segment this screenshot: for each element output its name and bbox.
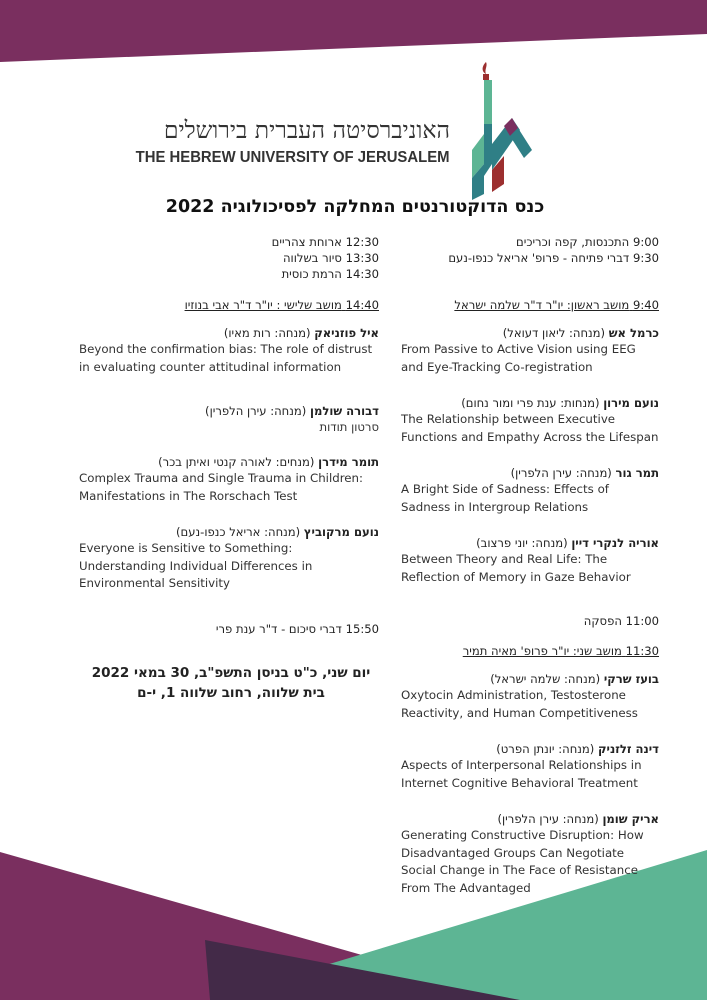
talk <box>79 524 379 593</box>
speaker-name: אריק שומן <box>602 812 659 826</box>
schedule-item-break: 11:00 הפסקה <box>583 614 659 628</box>
talk-title: Beyond the confirmation bias: The role of distrust in evaluating counter attitudinal information <box>79 342 373 374</box>
supervisor: (מנחה: עירן הלפרין) <box>497 812 599 826</box>
talk-title: Between Theory and Real Life: The Reflection of Memory in Gaze Behavior <box>401 552 631 584</box>
speaker-name: תמר גור <box>615 466 659 480</box>
talk <box>401 741 659 792</box>
event-date-venue <box>71 663 391 703</box>
talk <box>401 395 659 446</box>
conference-title: כנס הדוקטורנטים המחלקה לפסיכולוגיה 2022 <box>165 197 545 217</box>
schedule-left-column <box>79 234 379 637</box>
speaker-name: תומר מידרן <box>318 455 379 469</box>
talk-title: The Relationship between Executive Functions and Empathy Across the Lifespan <box>401 412 659 444</box>
talk-title: From Passive to Active Vision using EEG and Eye-Tracking Co-registration <box>401 342 636 374</box>
top-purple-band <box>0 0 707 62</box>
talk-title: Complex Trauma and Single Trauma in Children: Manifestations in The Rorschach Test <box>79 471 364 503</box>
schedule-item: 9:00 התכנסות, קפה וכריכים <box>516 235 659 249</box>
talk-title: Everyone is Sensitive to Something: Understanding Individual Differences in Environmental Sensitivity <box>79 541 313 590</box>
talk-title: A Bright Side of Sadness: Effects of Sadness in Intergroup Relations <box>401 482 609 514</box>
schedule-item: 13:30 סיור בשלווה <box>282 251 379 265</box>
supervisor: (מנחה: שלמה ישראל) <box>490 672 601 686</box>
supervisor: (מנחה: רות מאיו) <box>223 326 311 340</box>
supervisor: (מנחה: עירן הלפרין) <box>510 466 612 480</box>
event-venue: בית שלווה, רחוב שלווה 1, י-ם <box>137 685 325 701</box>
supervisor: (מנחה: יונתן הפרט) <box>496 742 595 756</box>
talk <box>401 325 659 376</box>
talk <box>79 454 379 505</box>
speaker-name: כרמל אש <box>608 326 659 340</box>
supervisor: (מנחה: אריאל כנפו-נעם) <box>176 525 301 539</box>
talk-title: סרטון תודות <box>319 420 379 434</box>
talk <box>79 403 379 435</box>
schedule-item-closing: 15:50 דברי סיכום - ד"ר ענת פרי <box>215 621 379 636</box>
speaker-name: איל פוזניאק <box>314 326 379 340</box>
hebrew-university-logo-icon <box>462 60 540 200</box>
speaker-name: דבורה שולמן <box>309 404 379 418</box>
session-heading-2: 11:30 מושב שני: יו"ר פרופ' מאיה תמיר <box>462 644 659 658</box>
supervisor: (מנחה: עירן הלפרין) <box>205 404 307 418</box>
schedule-item: 14:30 הרמת כוסית <box>281 267 379 281</box>
schedule-item: 9:30 דברי פתיחה - פרופ' אריאל כנפו-נעם <box>448 251 659 265</box>
speaker-name: דינה זלזניק <box>598 742 659 756</box>
speaker-name: נועם מרקוביץ <box>303 525 379 539</box>
session-heading-3: 14:40 מושב שלישי : יו"ר ד"ר אבי בנוזיו <box>184 298 379 312</box>
university-name-english: THE HEBREW UNIVERSITY OF JERUSALEM <box>136 149 450 166</box>
talk <box>79 325 379 376</box>
supervisor: (מנחה: ליאון דעואל) <box>502 326 606 340</box>
university-name-hebrew: האוניברסיטה העברית בירושלים <box>163 116 450 144</box>
speaker-name: אוריה לנקרי דיין <box>571 536 659 550</box>
talk <box>401 465 659 516</box>
event-date: יום שני, כ"ט בניסן התשפ"ב, 30 במאי 2022 <box>91 665 371 681</box>
schedule-item: 12:30 ארוחת צהריים <box>271 235 379 249</box>
supervisor: (מנחה: יוני פרצוב) <box>476 536 568 550</box>
talk <box>401 535 659 586</box>
supervisor: (מנחים: לאורה קנטי ואיתן בכר) <box>158 455 315 469</box>
talk <box>401 811 659 897</box>
supervisor: (מנחות: ענת פרי ומור נחום) <box>461 396 600 410</box>
schedule-right-column <box>401 234 659 897</box>
speaker-name: נועם מירון <box>603 396 659 410</box>
talk-title: Aspects of Interpersonal Relationships in Internet Cognitive Behavioral Treatment <box>401 758 642 790</box>
speaker-name: בועז שרקי <box>603 672 659 686</box>
talk-title: Generating Constructive Disruption: How Disadvantaged Groups Can Negotiate Social Change in The Face of Resistance From The Advantaged <box>401 828 644 895</box>
talk-title: Oxytocin Administration, Testosterone Reactivity, and Human Competitiveness <box>401 688 638 720</box>
talk <box>401 671 659 722</box>
session-heading-1: 9:40 מושב ראשון: יו"ר ד"ר שלמה ישראל <box>454 298 659 312</box>
